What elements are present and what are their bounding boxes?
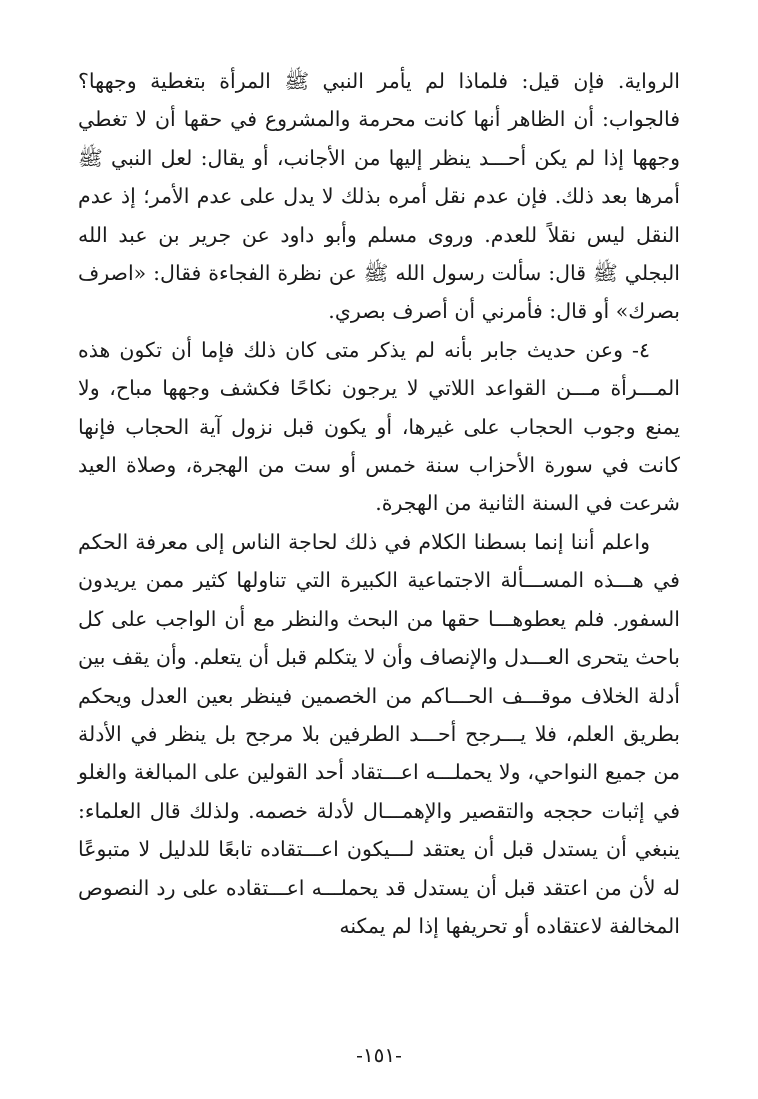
text-line: سورة الأحزاب سنة خمس أو ست من الهجرة، وصلاة العيد شرعت في السنة — [78, 453, 680, 516]
text-line: أحـــد ينظر إليها من الأجانب، أو يقال: لعل النبي ﷺ أمرها بعد ذلك. فإن — [78, 145, 680, 209]
text-line: الظاهر أنها كانت محرمة والمشروع في حقها أن لا تغطي وجهها إذا لم يكن — [78, 107, 680, 170]
text-line: وجوب الحجاب على غيرها، أو يكون قبل نزول آية الحجاب فإنها كانت في — [78, 414, 680, 478]
paragraph-2 — [78, 331, 680, 523]
text-line: يحملـــه اعـــتقاد أحد القولين على المبالغة والغلو في إثبات حججه والتقصير — [78, 760, 680, 823]
text-line: ٤- وعن حديث جابر بأنه لم يذكر متى كان ذلك فإما أن تكون هذه — [78, 337, 650, 362]
text-line: الرواية. فإن قيل: فلماذا لم يأمر النبي ﷺ المرأة بتغطية وجهها؟ فالجواب: أن — [78, 69, 680, 132]
text-line: وروى مسلم وأبو داود عن جرير بن عبد الله البجلي ﷺ قال: سألت رسول — [78, 222, 680, 286]
text-line: موقـــف الحـــاكم من الخصمين فينظر بعين العدل ويحكم بطريق العلم، فلا — [78, 683, 680, 746]
paragraph-1 — [78, 62, 680, 331]
text-line: الله ﷺ عن نظرة الفجاءة فقال: «اصرف بصرك» أو قال: فأمرني أن أصرف — [78, 261, 680, 324]
text-line: يـــرجح أحـــد الطرفين بلا مرجح بل ينظر في الأدلة من جميع النواحي، ولا — [78, 721, 680, 785]
page-number: -١٥١- — [356, 1043, 402, 1067]
text-line: بصري. — [328, 299, 386, 324]
text-line: المـــرأة مـــن القواعد اللاتي لا يرجون نكاحًا فكشف وجهها مباح، ولا يمنع — [78, 376, 680, 439]
text-line: هـــذه المســـألة الاجتماعية الكبيرة التي تناولها كثير ممن يريدون السفور. فلم — [78, 568, 680, 631]
text-line: يحملـــه اعـــتقاده على رد النصوص المخالفة لاعتقاده أو تحريفها إذا لم يمكنه — [78, 875, 680, 938]
text-line: لـــيكون اعـــتقاده تابعًا للدليل لا متبوعًا له لأن من اعتقد قبل أن يستدل قد — [78, 837, 680, 900]
text-line: عدم نقل أمره بذلك لا يدل على عدم الأمر؛ إذ عدم النقل ليس نقلاً للعدم. — [78, 184, 680, 247]
text-line: يعطوهـــا حقها من البحث والنظر مع أن الواجب على كل باحث يتحرى — [78, 606, 680, 670]
body-text — [78, 62, 680, 945]
text-line: والإهمـــال لأدلة خصمه. ولذلك قال العلماء: ينبغي أن يستدل قبل أن يعتقد — [78, 798, 680, 862]
text-line: العـــدل والإنصاف وأن لا يتكلم قبل أن يتعلم. وأن يقف بين أدلة الخلاف — [78, 645, 680, 708]
text-line: واعلم أننا إنما بسطنا الكلام في ذلك لحاجة الناس إلى معرفة الحكم في — [78, 529, 680, 593]
text-line: الثانية من الهجرة. — [375, 491, 526, 516]
paragraph-3 — [78, 523, 680, 945]
